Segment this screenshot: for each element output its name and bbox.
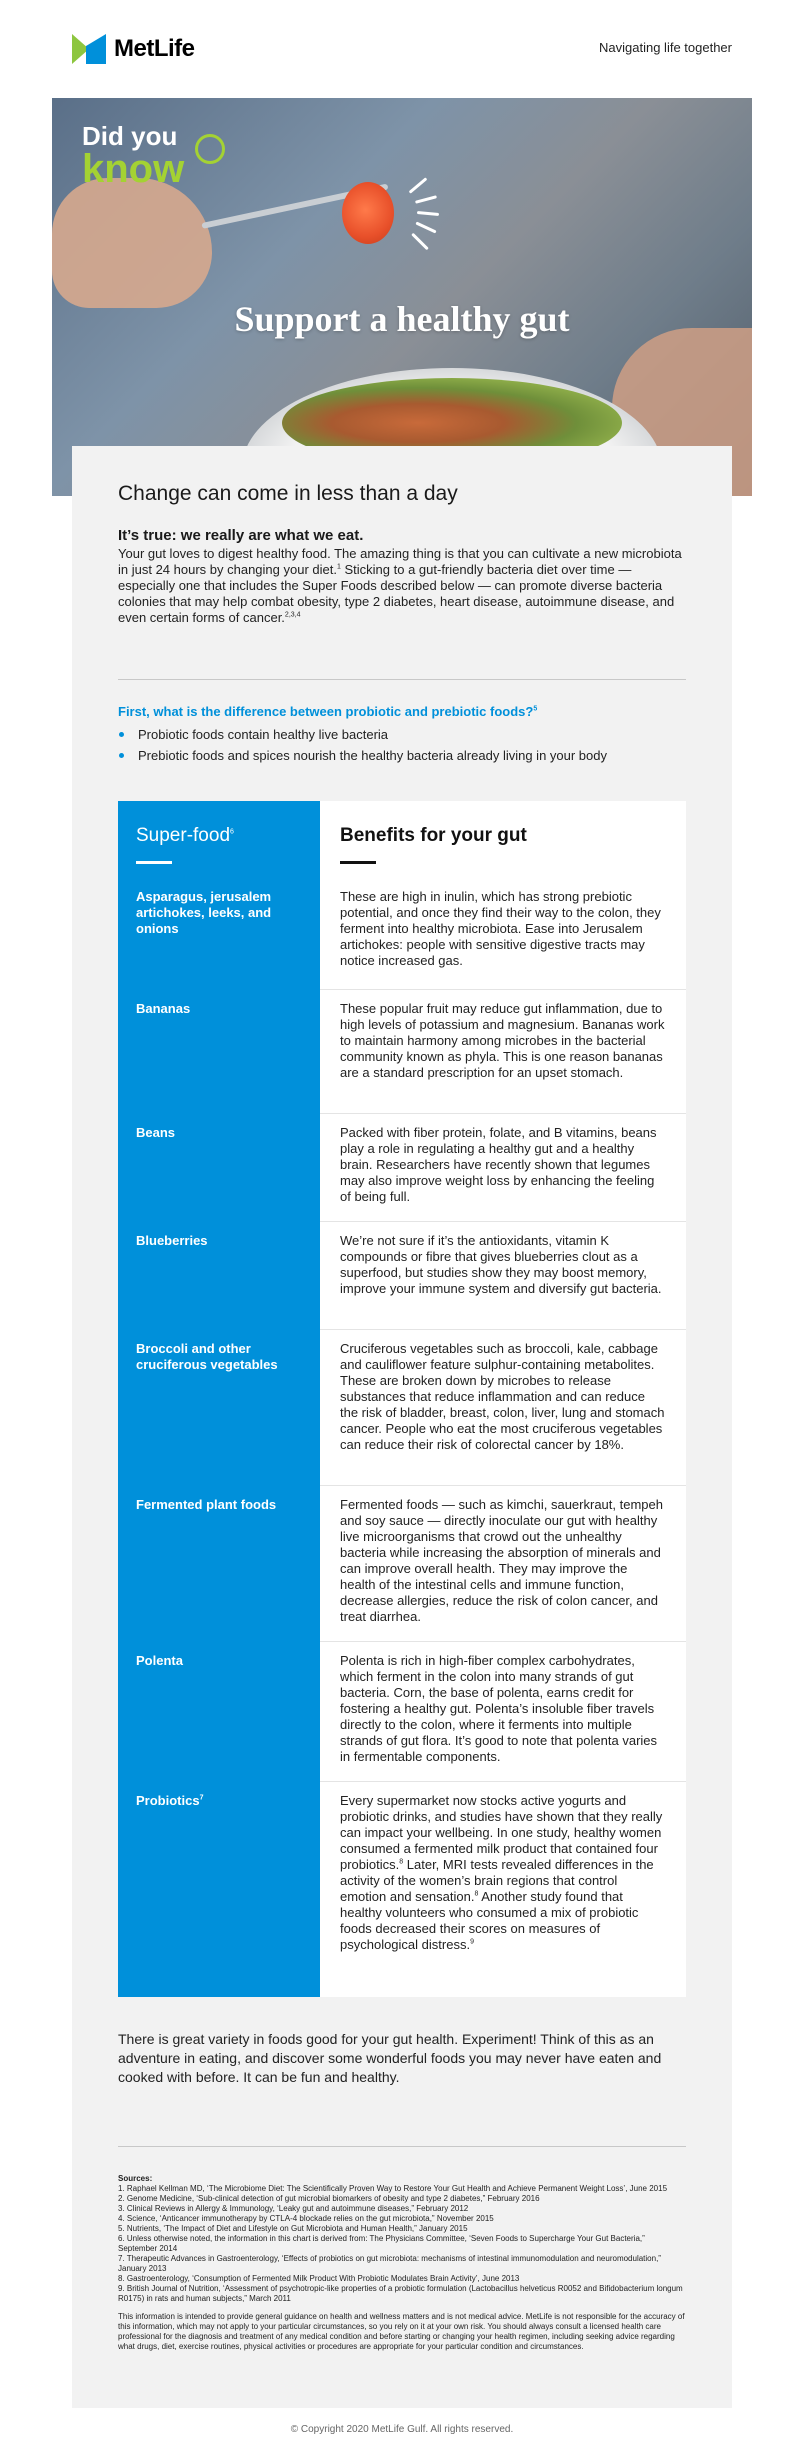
row-divider [320,1221,686,1222]
source-item: 6. Unless otherwise noted, the information in this chart is derived from: The Physicians Committee, ‘Seven Foods to Supercharge Your Gut Bacteria,” September 2014 [118,2234,645,2253]
food-name: Fermented plant foods [136,1497,277,1512]
source-item: 7. Therapeutic Advances in Gastroenterology, ‘Effects of probiotics on gut microbiota: mechanisms of intestinal immunomodulation and neuromodulation,” January 2013 [118,2254,661,2273]
badge-line-2: know [82,147,185,191]
source-item: 5. Nutrients, ‘The Impact of Diet and Lifestyle on Gut Microbiota and Human Health,” January 2015 [118,2224,468,2233]
hero-title: Support a healthy gut [234,299,570,339]
source-item: 9. British Journal of Nutrition, ‘Assessment of psychotropic-like properties of a probiotic formulation (Lactobacillus helveticus R0052 and Bifidobacterium longum R0175) in rats and human subjects,” March 2011 [118,2284,683,2303]
hand-image [52,178,212,308]
food-name: Probiotics$^7$ [136,1793,204,1808]
source-item: 1. Raphael Kellman MD, ‘The Microbiome Diet: The Scientifically Proven Way to Restore Your Gut Health and Achieve Permanent Weight Loss’, June 2015 [118,2184,668,2193]
tomato-image [342,182,394,244]
list-item: Prebiotic foods and spices nourish the healthy bacteria already living in your body [118,748,686,764]
sources-list [118,2174,686,2304]
food-name: Asparagus, jerusalem artichokes, leeks, and onions [136,889,272,936]
row-divider [320,1113,686,1114]
food-column [118,801,320,1997]
header-underline [136,861,172,864]
content-card [72,446,732,2408]
superfood-table [118,801,686,1997]
difference-list [118,727,686,769]
metlife-logo-icon [72,34,106,64]
intro-paragraph: Your gut loves to digest healthy food. The amazing thing is that you can cultivate a new microbiota in just 24 hours by changing your diet.$^1$ Sticking to a gut-friendly bacteria diet over time — especially one that includes the Super Foods described below — can promote diverse bacteria colonies that may help combat obesity, type 2 diabetes, heart disease, autoimmune disease, and even certain forms of cancer.$^{2,3,4}$ [118,546,682,625]
row-divider [320,989,686,990]
food-benefit: Fermented foods — such as kimchi, sauerkraut, tempeh and soy sauce — directly inoculate our gut with healthy live microorganisms that crowd out the unhealthy bacteria while increasing the absorption of minerals and can improve overall health. They may improve the health of the intestinal cells and immune function, decrease allergies, reduce the risk of colon cancer, and treat diarrhea. [340,1497,663,1624]
section-heading: Change can come in less than a day [118,482,458,505]
row-divider [320,1485,686,1486]
column-header-superfood: Super-food$^6$ [136,825,234,846]
source-item: 3. Clinical Reviews in Allergy & Immunology, ‘Leaky gut and autoimmune diseases,” February 2012 [118,2204,469,2213]
hero-banner [52,98,752,496]
food-benefit: Every supermarket now stocks active yogurts and probiotic drinks, and studies have shown that they really can impact your wellbeing. In one study, healthy women consumed a fermented milk product that contained four probiotics.$^8$ Later, MRI tests revealed differences in the activity of the women’s brain regions that control emotion and sensation.$^8$ Another study found that healthy volunteers who consumed a mix of probiotic foods decreased their scores on measures of psychological distress.$^9$ [340,1793,663,1952]
food-name: Polenta [136,1653,183,1668]
divider [118,679,686,680]
tagline: Navigating life together [599,40,732,55]
section-subheading: It’s true: we really are what we eat. [118,527,364,544]
divider [118,2146,686,2147]
column-header-benefits: Benefits for your gut [340,825,527,846]
brand-name: MetLife [114,35,195,62]
food-name: Blueberries [136,1233,208,1248]
disclaimer: This information is intended to provide general guidance on health and wellness matters and is not medical advice. MetLife is not responsible for the accuracy of this information, which may not apply to your particular circumstances, so you rely on it at your own risk. You should always consult a licensed health care professional for the diagnosis and treatment of any medical condition and before starting or changing your health regimen, including seeking advice regarding what drugs, diet, exercise routines, physical activities or procedures are appropriate for your particular condition and circumstances. [118,2312,685,2351]
sources-title: Sources: [118,2174,153,2183]
food-benefit: Packed with fiber protein, folate, and B vitamins, beans play a role in regulating a healthy gut and a healthy brain. Researchers have recently shown that legumes may also improve weight loss by enhancing the feeling of being full. [340,1125,657,1204]
source-item: 8. Gastroenterology, ‘Consumption of Fermented Milk Product With Probiotic Modulates Brain Activity’, June 2013 [118,2274,520,2283]
metlife-logo[interactable] [72,34,195,64]
food-benefit: We’re not sure if it’s the antioxidants, vitamin K compounds or fibre that gives blueberries clout as a superfood, but studies show they may boost memory, improve your immune system and diversify gut bacteria. [340,1233,662,1296]
did-you-know-badge [82,121,185,191]
sparkle-icon [407,180,467,250]
food-benefit: Polenta is rich in high-fiber complex carbohydrates, which ferment in the colon into many strands of gut bacteria. Corn, the base of polenta, earns credit for fostering a healthy gut. Polenta’s insoluble fiber travels directly to the colon, where it ferments into multiple strands of gut flora. It’s good to note that polenta varies in fermentable components. [340,1653,658,1764]
food-benefit: These popular fruit may reduce gut inflammation, due to high levels of potassium and magnesium. Bananas work to maintain harmony among microbes in the bacterial community known as phyla. This is one reason bananas are a standard prescription for an upset stomach. [340,1001,665,1080]
closing-paragraph: There is great variety in foods good for your gut health. Experiment! Think of this as an adventure in eating, and discover some wonderful foods you may never have eaten and cooked with before. It can be fun and healthy. [118,2031,662,2085]
site-header [0,0,804,98]
row-divider [320,1641,686,1642]
food-benefit: Cruciferous vegetables such as broccoli, kale, cabbage and cauliflower feature sulphur-containing metabolites. These are broken down by microbes to release substances that reduce inflammation and can reduce the risk of bladder, breast, colon, liver, lung and stomach cancer. People who eat the most cruciferous vegetables can reduce their risk of colorectal cancer by 18%. [340,1341,665,1452]
source-item: 4. Science, ‘Anticancer immunotherapy by CTLA-4 blockade relies on the gut microbiota,” November 2015 [118,2214,494,2223]
food-name: Beans [136,1125,176,1140]
list-item: Probiotic foods contain healthy live bacteria [118,727,686,743]
difference-question: First, what is the difference between probiotic and prebiotic foods?$^5$ [118,704,538,719]
food-benefit: These are high in inulin, which has strong prebiotic potential, and once they find their way to the colon, they ferment into healthy microbiota. Ease into Jerusalem artichokes: people with sensitive digestive tracts may notice increased gas. [340,889,661,968]
food-name: Bananas [136,1001,191,1016]
header-underline [340,861,376,864]
source-item: 2. Genome Medicine, ‘Sub-clinical detection of gut microbial biomarkers of obesity and type 2 diabetes,” February 2016 [118,2194,540,2203]
badge-line-1: Did you [82,121,178,151]
food-name: Broccoli and other cruciferous vegetables [136,1341,278,1372]
row-divider [320,1329,686,1330]
lightbulb-icon [195,134,225,164]
row-divider [320,1781,686,1782]
copyright-footer: © Copyright 2020 MetLife Gulf. All rights reserved. [290,2424,514,2435]
